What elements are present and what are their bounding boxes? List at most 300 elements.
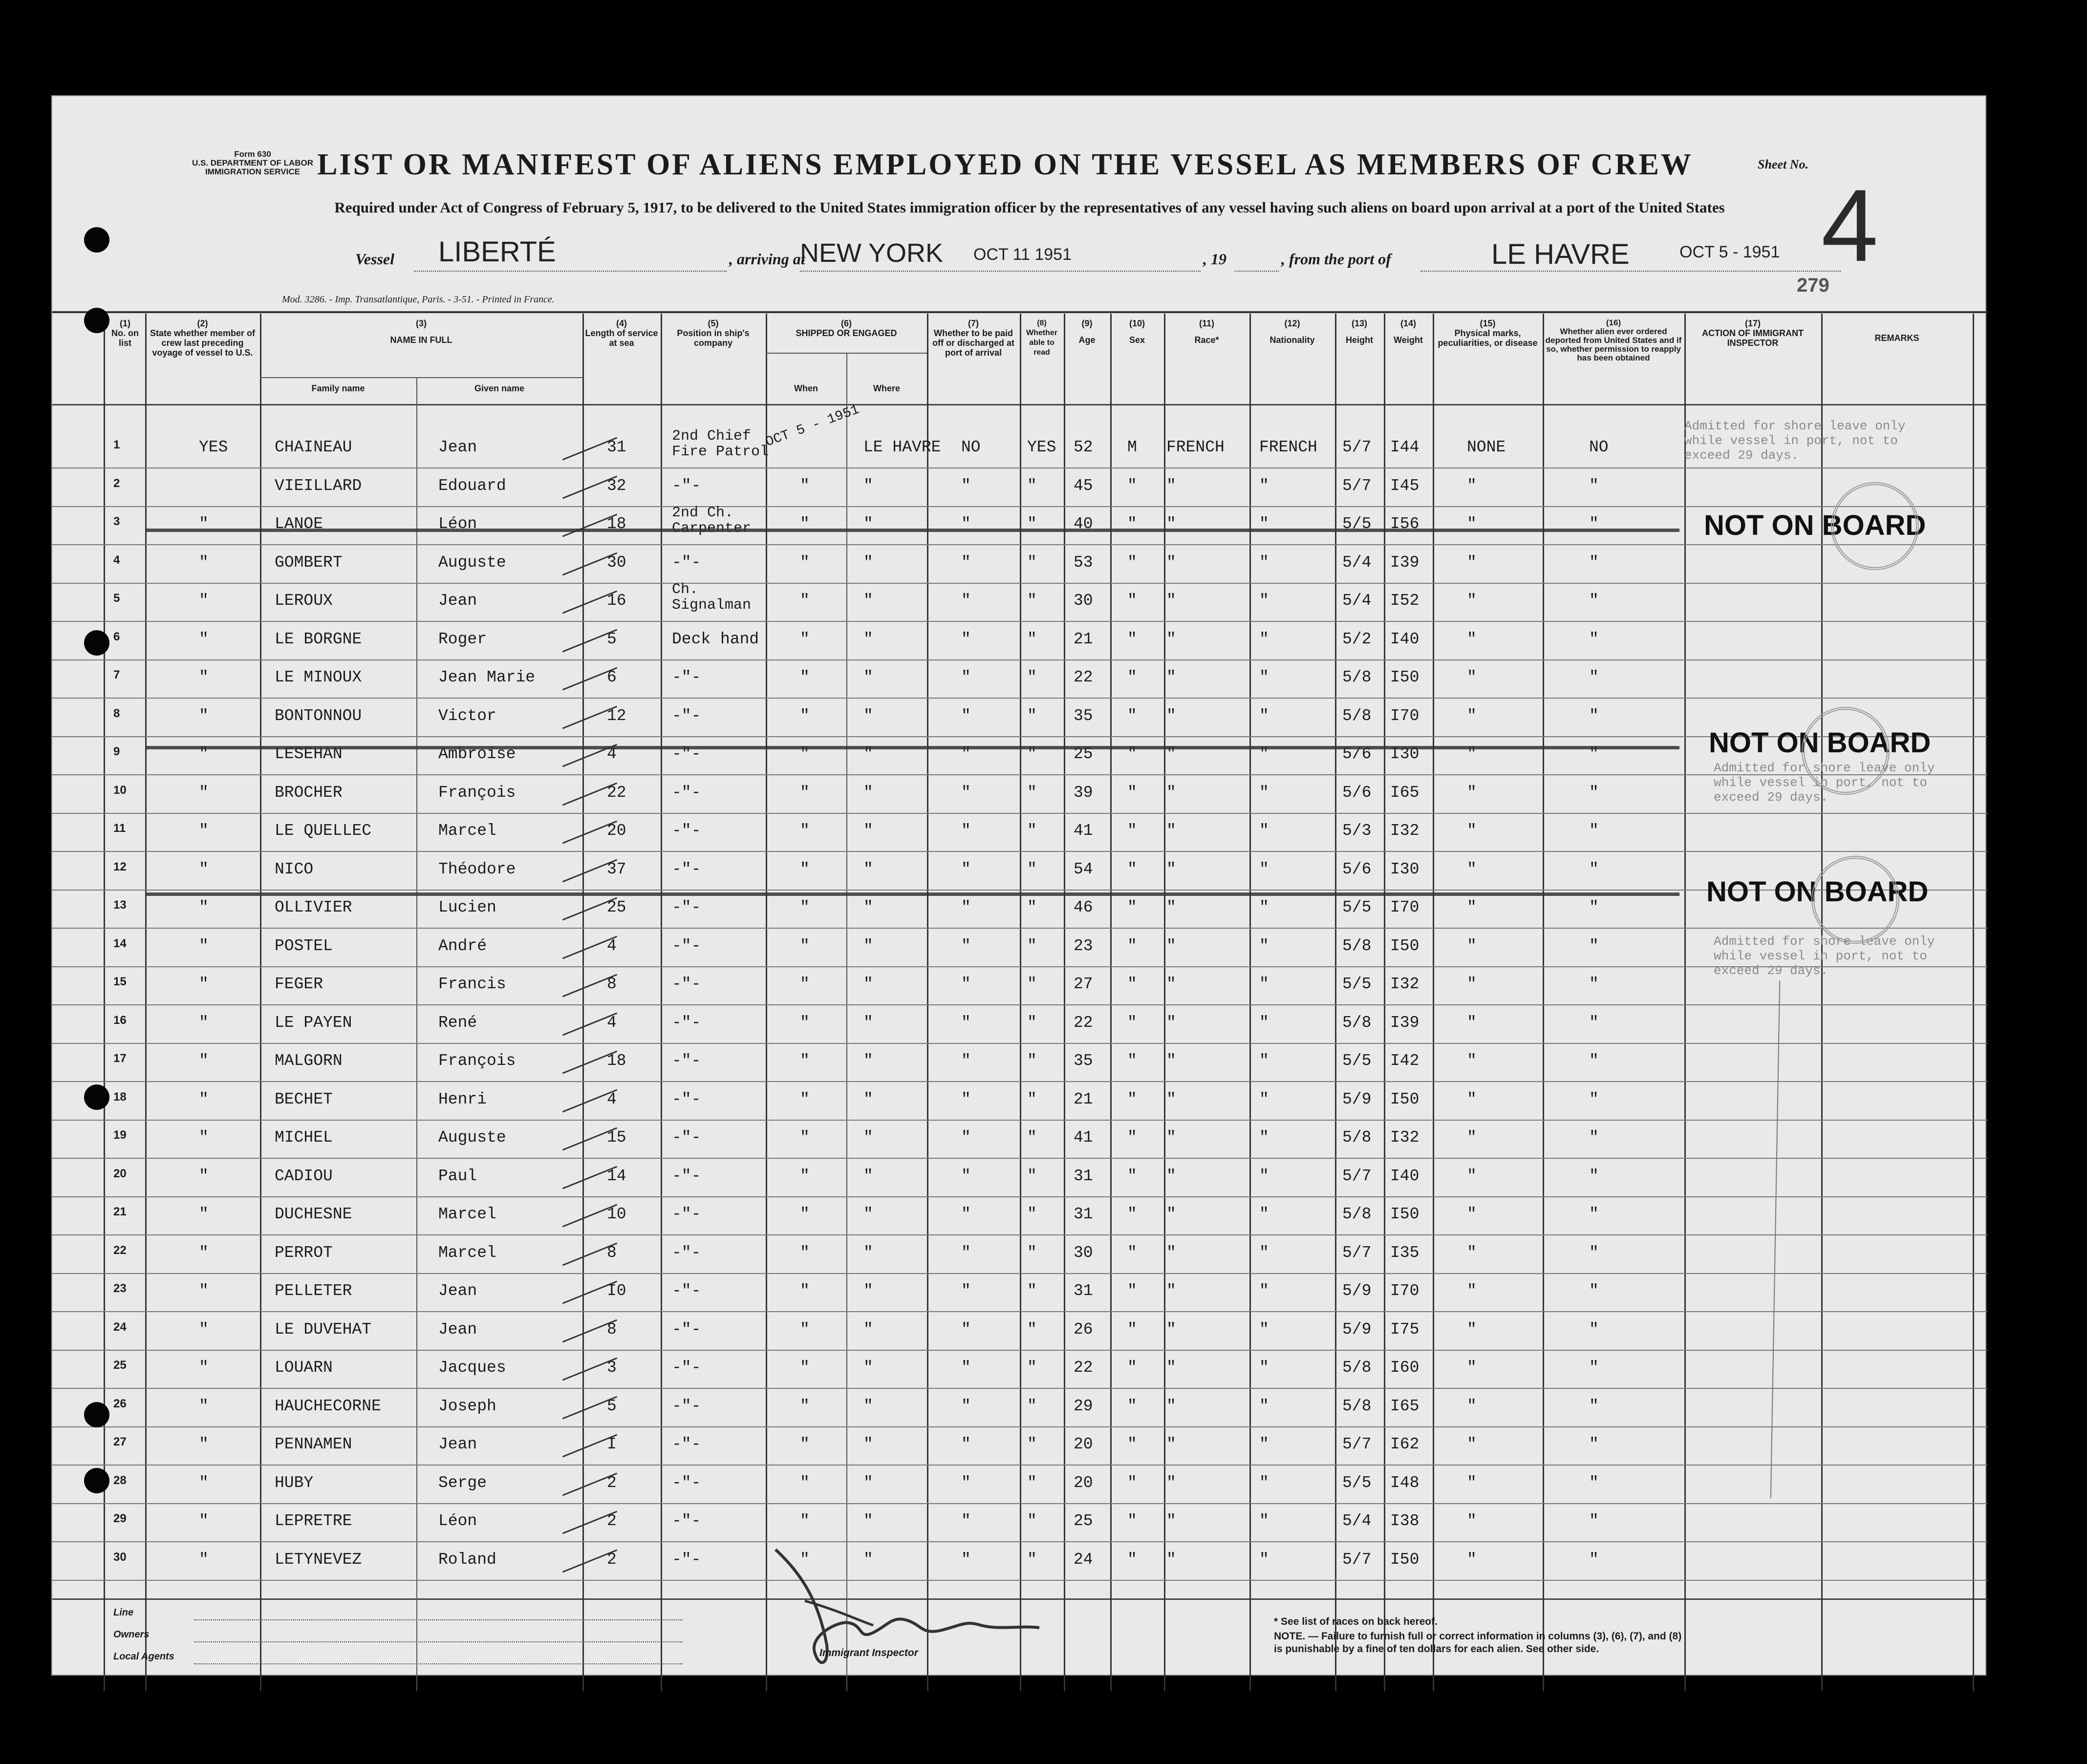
- row-rule: [52, 698, 1987, 699]
- cell-age: 35: [1074, 706, 1093, 725]
- cell-family: BECHET: [275, 1090, 333, 1108]
- cell-nationality: ": [1259, 1397, 1269, 1415]
- cell-where: ": [863, 1473, 873, 1492]
- cell-paid: ": [961, 898, 971, 916]
- cell-sex: ": [1127, 860, 1137, 878]
- vessel-label: Vessel: [355, 250, 394, 268]
- cell-age: 52: [1074, 438, 1093, 456]
- races-note: * See list of races on back hereof.: [1274, 1616, 1438, 1627]
- cell-crew: ": [199, 553, 209, 572]
- cell-paid: ": [961, 1282, 971, 1300]
- cell-read: ": [1027, 822, 1037, 840]
- cell-sex: ": [1127, 476, 1137, 495]
- row-rule: [52, 890, 1987, 891]
- cell-no: 15: [113, 975, 127, 988]
- cell-paid: ": [961, 1167, 971, 1185]
- cell-sex: ": [1127, 1397, 1137, 1415]
- cell-read: ": [1027, 1205, 1037, 1223]
- cell-sex: ": [1127, 822, 1137, 840]
- cell-crew: ": [199, 1128, 209, 1147]
- cell-marks: ": [1467, 1090, 1477, 1108]
- cell-weight: I35: [1390, 1243, 1420, 1262]
- cell-when: ": [800, 515, 810, 533]
- cell-height: 5/6: [1342, 860, 1372, 878]
- cell-where: ": [863, 975, 873, 993]
- cell-service: 8: [607, 975, 617, 993]
- cell-given: Ambroise: [438, 745, 516, 763]
- cell-read: ": [1027, 1320, 1037, 1339]
- cell-race: ": [1166, 898, 1176, 916]
- cell-paid: ": [961, 515, 971, 533]
- cell-no: 19: [113, 1128, 127, 1142]
- cell-service: I0: [607, 1282, 626, 1300]
- cell-given: Marcel: [438, 1205, 496, 1223]
- inspector-caption: Immigrant Inspector: [819, 1647, 918, 1658]
- cell-where: ": [863, 476, 873, 495]
- row-rule: [52, 1350, 1987, 1351]
- cell-read: ": [1027, 860, 1037, 878]
- cell-read: ": [1027, 706, 1037, 725]
- cell-where: ": [863, 822, 873, 840]
- cell-height: 5/9: [1342, 1282, 1372, 1300]
- cell-paid: ": [961, 1013, 971, 1032]
- cell-height: 5/5: [1342, 515, 1372, 533]
- cell-where: ": [863, 745, 873, 763]
- row-rule: [52, 1541, 1987, 1542]
- cell-race: ": [1166, 1205, 1176, 1223]
- cell-crew: YES: [199, 438, 228, 456]
- cell-nationality: ": [1259, 975, 1269, 993]
- cell-where: ": [863, 1512, 873, 1530]
- cell-position: -"-: [672, 1397, 701, 1415]
- cell-paid: ": [961, 630, 971, 648]
- cell-position: -"-: [672, 1473, 701, 1492]
- cell-read: ": [1027, 1090, 1037, 1108]
- cell-service: 37: [607, 860, 626, 878]
- cell-position: 2nd Chief Fire Patrol: [672, 428, 769, 460]
- cell-where: ": [863, 1090, 873, 1108]
- cell-marks: ": [1467, 1167, 1477, 1185]
- row-rule: [52, 851, 1987, 852]
- cell-sex: ": [1127, 1435, 1137, 1453]
- cell-crew: ": [199, 1435, 209, 1453]
- cell-read: ": [1027, 1052, 1037, 1070]
- cell-family: LOUARN: [275, 1359, 333, 1377]
- row-rule: [52, 544, 1987, 545]
- cell-no: 20: [113, 1167, 127, 1180]
- cell-paid: ": [961, 1397, 971, 1415]
- cell-family: BROCHER: [275, 783, 343, 802]
- cell-age: 46: [1074, 898, 1093, 916]
- cell-paid: ": [961, 822, 971, 840]
- cell-marks: ": [1467, 1128, 1477, 1147]
- cell-position: -"-: [672, 706, 701, 725]
- cell-crew: ": [199, 783, 209, 802]
- cell-family: HAUCHECORNE: [275, 1397, 381, 1415]
- cell-when: ": [800, 783, 810, 802]
- cell-paid: ": [961, 1473, 971, 1492]
- cell-nationality: ": [1259, 1282, 1269, 1300]
- cell-nationality: ": [1259, 745, 1269, 763]
- cell-family: LE MINOUX: [275, 668, 362, 686]
- cell-service: 14: [607, 1167, 626, 1185]
- col-header-remarks: REMARKS: [1874, 333, 1919, 343]
- cell-sex: M: [1127, 438, 1137, 456]
- cell-given: Auguste: [438, 553, 506, 572]
- cell-deported: ": [1589, 975, 1599, 993]
- cell-no: 27: [113, 1435, 127, 1448]
- cell-height: 5/6: [1342, 783, 1372, 802]
- cell-weight: I50: [1390, 668, 1420, 686]
- cell-where: ": [863, 1282, 873, 1300]
- cell-marks: ": [1467, 1359, 1477, 1377]
- cell-position: -"-: [672, 1243, 701, 1262]
- cell-family: VIEILLARD: [275, 476, 362, 495]
- cell-crew: ": [199, 936, 209, 955]
- cell-deported: ": [1589, 706, 1599, 725]
- sheet-number: 4: [1821, 168, 1878, 283]
- cell-height: 5/5: [1342, 1052, 1372, 1070]
- cell-crew: ": [199, 822, 209, 840]
- cell-paid: ": [961, 592, 971, 610]
- cell-given: Marcel: [438, 1243, 496, 1262]
- cell-read: ": [1027, 1359, 1037, 1377]
- cell-read: ": [1027, 1550, 1037, 1569]
- cell-weight: I42: [1390, 1052, 1420, 1070]
- cell-sex: ": [1127, 592, 1137, 610]
- cell-marks: ": [1467, 1205, 1477, 1223]
- cell-where: ": [863, 706, 873, 725]
- not-on-board-stamp: NOT ON BOARD: [1709, 727, 1931, 759]
- cell-crew: ": [199, 1243, 209, 1262]
- cell-age: 22: [1074, 1359, 1093, 1377]
- cell-height: 5/4: [1342, 592, 1372, 610]
- cell-no: 8: [113, 706, 120, 720]
- cell-when: ": [800, 1090, 810, 1108]
- cell-age: 22: [1074, 1013, 1093, 1032]
- cell-weight: I40: [1390, 630, 1420, 648]
- cell-paid: ": [961, 1512, 971, 1530]
- cell-height: 5/7: [1342, 1243, 1372, 1262]
- cell-when: ": [800, 1205, 810, 1223]
- cell-nationality: ": [1259, 553, 1269, 572]
- sheet-label: Sheet No.: [1758, 157, 1808, 171]
- col-header-no: (1) No. on list: [111, 319, 139, 348]
- cell-no: 30: [113, 1550, 127, 1564]
- cell-age: 35: [1074, 1052, 1093, 1070]
- cell-nationality: ": [1259, 1473, 1269, 1492]
- cell-race: ": [1166, 630, 1176, 648]
- cell-nationality: ": [1259, 1320, 1269, 1339]
- department-name: U.S. DEPARTMENT OF LABOR: [192, 158, 314, 168]
- cell-when: ": [800, 1013, 810, 1032]
- cell-race: ": [1166, 822, 1176, 840]
- cell-when: ": [800, 592, 810, 610]
- cell-nationality: ": [1259, 1052, 1269, 1070]
- col-header-age: (9) Age: [1078, 319, 1096, 345]
- cell-paid: ": [961, 1052, 971, 1070]
- col-header-deported: (16) Whether alien ever ordered deported from United States and if so, whether permission to reapply has been obtained: [1545, 318, 1682, 362]
- penalty-note: NOTE. — Failure to furnish full or correct information in columns (3), (6), (7), and (8) is punishable by a fine of ten dollars for each alien. See other side.: [1274, 1631, 1682, 1655]
- cell-when: ": [800, 1320, 810, 1339]
- cell-when: ": [800, 1167, 810, 1185]
- cell-sex: ": [1127, 745, 1137, 763]
- cell-family: PELLETER: [275, 1282, 352, 1300]
- cell-crew: ": [199, 630, 209, 648]
- cell-nationality: ": [1259, 1167, 1269, 1185]
- cell-sex: ": [1127, 553, 1137, 572]
- cell-no: 5: [113, 592, 120, 605]
- cell-family: LE DUVEHAT: [275, 1320, 372, 1339]
- cell-deported: ": [1589, 1243, 1599, 1262]
- cell-where: ": [863, 1359, 873, 1377]
- cell-read: ": [1027, 553, 1037, 572]
- cell-service: 15: [607, 1128, 626, 1147]
- cell-family: GOMBERT: [275, 553, 343, 572]
- inspector-seal: [1831, 482, 1919, 570]
- cell-no: 26: [113, 1397, 127, 1410]
- cell-when: ": [800, 1512, 810, 1530]
- row-rule: [52, 1004, 1987, 1005]
- cell-where: ": [863, 1167, 873, 1185]
- cell-sex: ": [1127, 706, 1137, 725]
- cell-deported: ": [1589, 1205, 1599, 1223]
- admitted-stamp: Admitted for shore leave only while vessel in port, not to exceed 29 days.: [1684, 419, 1906, 463]
- cell-given: Jacques: [438, 1359, 506, 1377]
- cell-read: ": [1027, 1243, 1037, 1262]
- not-on-board-stamp: NOT ON BOARD: [1704, 510, 1926, 541]
- cell-crew: ": [199, 1473, 209, 1492]
- cell-crew: ": [199, 706, 209, 725]
- cell-height: 5/7: [1342, 1435, 1372, 1453]
- cell-given: Victor: [438, 706, 496, 725]
- cell-sex: ": [1127, 1090, 1137, 1108]
- cell-deported: ": [1589, 898, 1599, 916]
- cell-service: 8: [607, 1320, 617, 1339]
- cell-family: LESEHAN: [275, 745, 343, 763]
- punch-hole: [84, 630, 109, 656]
- cell-paid: ": [961, 1435, 971, 1453]
- cell-position: -"-: [672, 1512, 701, 1530]
- cell-read: ": [1027, 936, 1037, 955]
- row-rule: [52, 659, 1987, 660]
- cell-position: -"-: [672, 476, 701, 495]
- cell-when: ": [800, 1550, 810, 1569]
- cell-no: 16: [113, 1013, 127, 1027]
- cell-marks: ": [1467, 1550, 1477, 1569]
- cell-weight: I75: [1390, 1320, 1420, 1339]
- cell-given: Jean: [438, 438, 477, 456]
- service-name: IMMIGRATION SERVICE: [205, 167, 300, 176]
- row-rule: [52, 1196, 1987, 1197]
- col-header-nationality: (12) Nationality: [1269, 319, 1315, 345]
- cell-deported: ": [1589, 476, 1599, 495]
- cell-crew: ": [199, 745, 209, 763]
- cell-paid: ": [961, 476, 971, 495]
- row-rule: [52, 928, 1987, 929]
- cell-marks: ": [1467, 822, 1477, 840]
- cell-height: 5/3: [1342, 822, 1372, 840]
- cell-where: ": [863, 783, 873, 802]
- cell-service: 6: [607, 668, 617, 686]
- cell-race: FRENCH: [1166, 438, 1225, 456]
- cell-given: Joseph: [438, 1397, 496, 1415]
- cell-nationality: ": [1259, 630, 1269, 648]
- cell-weight: I30: [1390, 745, 1420, 763]
- row-rule: [52, 1081, 1987, 1082]
- cell-service: 18: [607, 1052, 626, 1070]
- cell-weight: I60: [1390, 1359, 1420, 1377]
- cell-service: 8: [607, 1243, 617, 1262]
- document-title: LIST OR MANIFEST OF ALIENS EMPLOYED ON THE VESSEL AS MEMBERS OF CREW: [317, 148, 1693, 181]
- cell-family: MICHEL: [275, 1128, 333, 1147]
- cell-position: Ch. Signalman: [672, 581, 752, 614]
- cell-marks: ": [1467, 1282, 1477, 1300]
- cell-when: ": [800, 1052, 810, 1070]
- cell-no: 22: [113, 1243, 127, 1257]
- cell-age: 39: [1074, 783, 1093, 802]
- cell-age: 29: [1074, 1397, 1093, 1415]
- cell-no: 7: [113, 668, 120, 681]
- cell-read: ": [1027, 1397, 1037, 1415]
- cell-paid: ": [961, 975, 971, 993]
- cell-race: ": [1166, 1013, 1176, 1032]
- cell-paid: ": [961, 668, 971, 686]
- cell-marks: NONE: [1467, 438, 1506, 456]
- cell-when: ": [800, 630, 810, 648]
- cell-marks: ": [1467, 783, 1477, 802]
- cell-no: 11: [113, 822, 126, 835]
- cell-age: 26: [1074, 1320, 1093, 1339]
- cell-no: 6: [113, 630, 120, 643]
- cell-given: Jean: [438, 1435, 477, 1453]
- cell-nationality: ": [1259, 1013, 1269, 1032]
- cell-position: -"-: [672, 1320, 701, 1339]
- cell-paid: ": [961, 706, 971, 725]
- cell-marks: ": [1467, 1243, 1477, 1262]
- cell-service: 31: [607, 438, 626, 456]
- cell-service: 2: [607, 1473, 617, 1492]
- cell-deported: ": [1589, 668, 1599, 686]
- cell-deported: ": [1589, 860, 1599, 878]
- admitted-stamp: Admitted for shore leave only while vessel in port, not to exceed 29 days.: [1714, 934, 1935, 978]
- cell-read: ": [1027, 898, 1037, 916]
- cell-service: 2: [607, 1512, 617, 1530]
- owners-label: Owners: [113, 1629, 150, 1640]
- cell-nationality: ": [1259, 515, 1269, 533]
- cell-crew: ": [199, 1320, 209, 1339]
- row-rule: [52, 621, 1987, 622]
- cell-where: ": [863, 630, 873, 648]
- cell-family: HUBY: [275, 1473, 314, 1492]
- cell-read: ": [1027, 1167, 1037, 1185]
- cell-given: Jean: [438, 592, 477, 610]
- cell-where: ": [863, 936, 873, 955]
- cell-nationality: ": [1259, 1359, 1269, 1377]
- cell-service: 4: [607, 936, 617, 955]
- inspector-seal: [1802, 707, 1890, 795]
- cell-marks: ": [1467, 1512, 1477, 1530]
- cell-age: 22: [1074, 668, 1093, 686]
- cell-read: ": [1027, 1435, 1037, 1453]
- cell-sex: ": [1127, 1473, 1137, 1492]
- cell-height: 5/8: [1342, 1397, 1372, 1415]
- cell-height: 5/4: [1342, 1512, 1372, 1530]
- cell-race: ": [1166, 553, 1176, 572]
- cell-age: 21: [1074, 1090, 1093, 1108]
- cell-service: 4: [607, 745, 617, 763]
- col-header-read: (8) Whether able to read: [1026, 319, 1057, 357]
- cell-family: LEPRETRE: [275, 1512, 352, 1530]
- cell-deported: ": [1589, 1550, 1599, 1569]
- col-header-given-name: Given name: [474, 383, 525, 393]
- cell-sex: ": [1127, 668, 1137, 686]
- cell-given: Jean: [438, 1320, 477, 1339]
- cell-service: 16: [607, 592, 626, 610]
- cell-service: 12: [607, 706, 626, 725]
- cell-service: 10: [607, 1205, 626, 1223]
- cell-nationality: ": [1259, 898, 1269, 916]
- cell-height: 5/7: [1342, 1167, 1372, 1185]
- cell-no: 10: [113, 783, 127, 797]
- cell-marks: ": [1467, 975, 1477, 993]
- cell-height: 5/5: [1342, 1473, 1372, 1492]
- cell-nationality: ": [1259, 822, 1269, 840]
- cell-read: ": [1027, 1473, 1037, 1492]
- row-rule: [52, 1234, 1987, 1235]
- cell-where: ": [863, 1435, 873, 1453]
- cell-deported: ": [1589, 1013, 1599, 1032]
- cell-sex: ": [1127, 783, 1137, 802]
- cell-position: -"-: [672, 936, 701, 955]
- cell-service: 25: [607, 898, 626, 916]
- cell-crew: ": [199, 1205, 209, 1223]
- cell-family: LE BORGNE: [275, 630, 362, 648]
- cell-given: Théodore: [438, 860, 516, 878]
- cell-paid: ": [961, 1205, 971, 1223]
- cell-sex: ": [1127, 515, 1137, 533]
- row-rule: [52, 1120, 1987, 1121]
- cell-age: 31: [1074, 1205, 1093, 1223]
- cell-position: -"-: [672, 1128, 701, 1147]
- cell-nationality: ": [1259, 476, 1269, 495]
- punch-hole: [84, 308, 109, 333]
- cell-position: -"-: [672, 1550, 701, 1569]
- cell-when: ": [800, 1128, 810, 1147]
- cell-family: MALGORN: [275, 1052, 343, 1070]
- cell-race: ": [1166, 476, 1176, 495]
- cell-marks: ": [1467, 592, 1477, 610]
- cell-height: 5/7: [1342, 438, 1372, 456]
- cell-race: ": [1166, 1243, 1176, 1262]
- cell-race: ": [1166, 936, 1176, 955]
- inspector-seal: [1811, 856, 1899, 944]
- cell-race: ": [1166, 860, 1176, 878]
- cell-where: ": [863, 1397, 873, 1415]
- cell-marks: ": [1467, 1320, 1477, 1339]
- cell-race: ": [1166, 1397, 1176, 1415]
- cell-where: ": [863, 668, 873, 686]
- cell-read: ": [1027, 783, 1037, 802]
- row-rule: [52, 813, 1987, 814]
- cell-crew: ": [199, 515, 209, 533]
- cell-when: ": [800, 1435, 810, 1453]
- cell-given: Paul: [438, 1167, 477, 1185]
- cell-race: ": [1166, 1512, 1176, 1530]
- cell-when: ": [800, 553, 810, 572]
- cell-weight: I38: [1390, 1512, 1420, 1530]
- cell-weight: I45: [1390, 476, 1420, 495]
